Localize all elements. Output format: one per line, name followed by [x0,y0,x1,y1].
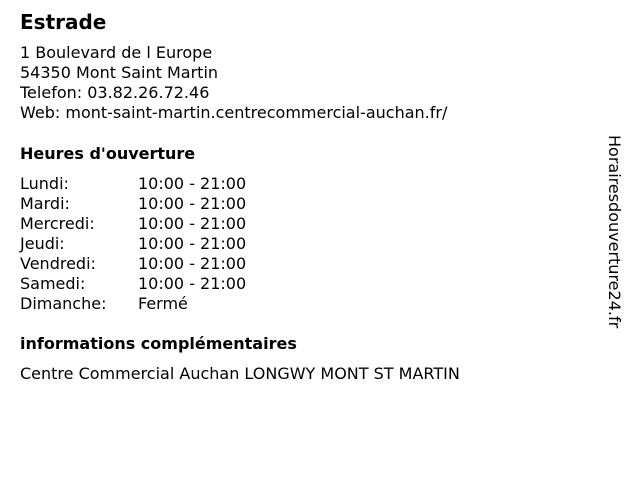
hours-day: Dimanche: [20,294,107,313]
opening-hours-table [20,174,420,314]
store-website: Web: mont-saint-martin.centrecommercial-auchan.fr/ [20,103,448,122]
hours-day: Lundi: [20,174,69,193]
store-phone: Telefon: 03.82.26.72.46 [20,83,210,102]
hours-day: Vendredi: [20,254,96,273]
address-line-city: 54350 Mont Saint Martin [20,63,219,82]
hours-day: Mercredi: [20,214,95,233]
hours-row-thursday [20,234,420,254]
hours-row-wednesday [20,214,420,234]
hours-time: 10:00 - 21:00 [138,254,247,273]
hours-day: Jeudi: [20,234,65,253]
hours-day: Samedi: [20,274,86,293]
site-brand-vertical: Horairesdouverture24.fr [605,135,624,329]
additional-info-heading: informations complémentaires [20,334,297,353]
hours-row-saturday [20,274,420,294]
hours-time: 10:00 - 21:00 [138,274,247,293]
hours-row-sunday [20,294,420,314]
hours-time: 10:00 - 21:00 [138,194,247,213]
hours-time: 10:00 - 21:00 [138,234,247,253]
opening-hours-heading: Heures d'ouverture [20,144,196,163]
hours-time: 10:00 - 21:00 [138,214,247,233]
store-address [20,43,447,123]
hours-time: 10:00 - 21:00 [138,174,247,193]
hours-time: Fermé [138,294,188,313]
hours-row-friday [20,254,420,274]
hours-day: Mardi: [20,194,70,213]
store-name: Estrade [20,10,107,34]
hours-row-monday [20,174,420,194]
hours-row-tuesday [20,194,420,214]
additional-info-text: Centre Commercial Auchan LONGWY MONT ST MARTIN [20,364,460,383]
address-line-street: 1 Boulevard de l Europe [20,43,213,62]
